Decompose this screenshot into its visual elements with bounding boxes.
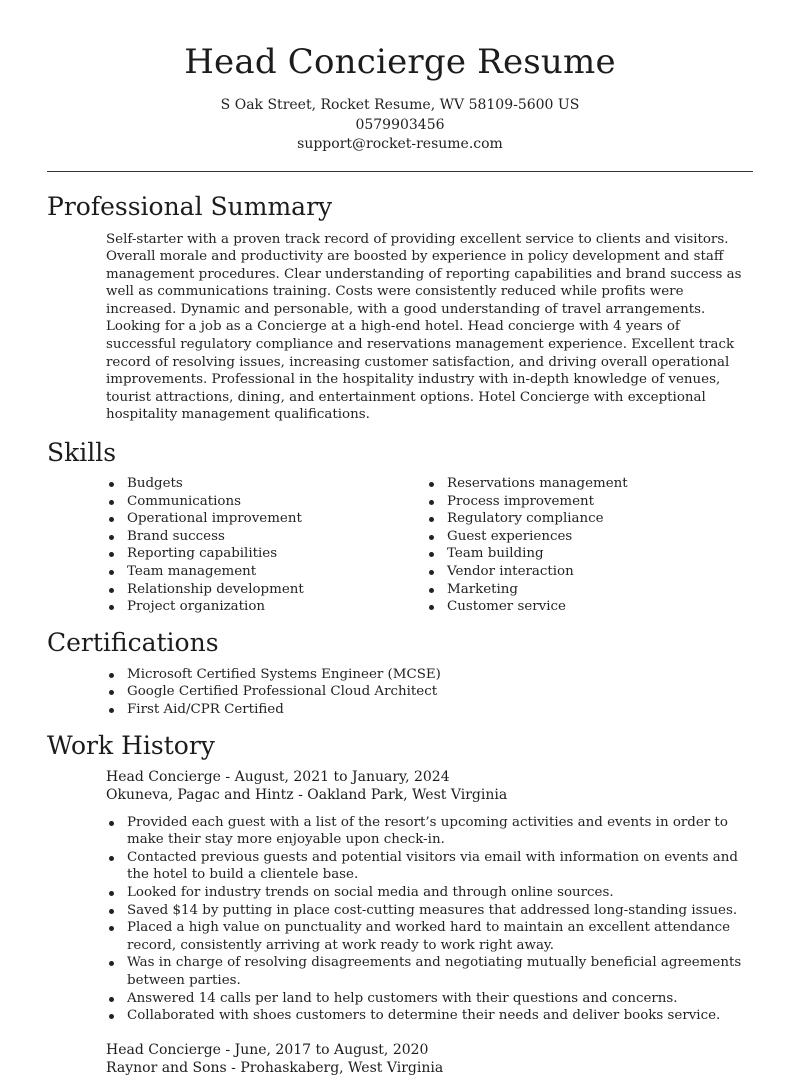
header-divider bbox=[47, 171, 753, 172]
skill-item: Team building bbox=[426, 545, 746, 563]
job-duty-item: Contacted previous guests and potential visitors via email with information on events and the hotel to build a clientele base. bbox=[106, 849, 743, 884]
job-company: Okuneva, Pagac and Hintz - Oakland Park, West Virginia bbox=[106, 787, 508, 804]
skill-item: Guest experiences bbox=[426, 528, 746, 546]
skill-item: Process improvement bbox=[426, 493, 746, 511]
contact-address: S Oak Street, Rocket Resume, WV 58109-5600 US bbox=[220, 97, 580, 113]
section-title-work-history: Work History bbox=[47, 730, 215, 760]
skill-item: Operational improvement bbox=[106, 510, 426, 528]
job-duty-item: Was in charge of resolving disagreements and negotiating mutually beneficial agreements between parties. bbox=[106, 954, 743, 989]
job-duty-item: Answered 14 calls per land to help customers with their questions and concerns. bbox=[106, 990, 743, 1008]
skill-item: Brand success bbox=[106, 528, 426, 546]
summary-text: Self-starter with a proven track record of providing excellent service to clients and visitors. Overall morale and productivity are boosted by experience in policy development and staff management procedures. Clear understanding of reporting capabilities and brand success as well as communications training. Costs were consistently reduced while profits were increased. Dynamic and personable, with a good understanding of travel arrangements. Looking for a job as a Concierge at a high-end hotel. Head concierge with 4 years of successful regulatory compliance and reservations management experience. Excellent track record of resolving issues, increasing customer satisfaction, and driving overall operational improvements. Professional in the hospitality industry with in-depth knowledge of venues, tourist attractions, dining, and entertainment options. Hotel Concierge with exceptional hospitality management qualifications. bbox=[106, 231, 742, 423]
certification-item: Google Certified Professional Cloud Architect bbox=[106, 683, 743, 701]
skill-item: Relationship development bbox=[106, 581, 426, 599]
job-duty-item: Saved $14 by putting in place cost-cutting measures that addressed long-standing issues. bbox=[106, 902, 743, 920]
skill-item: Marketing bbox=[426, 581, 746, 599]
job-duties-list bbox=[106, 814, 753, 1025]
job-duty-item: Looked for industry trends on social media and through online sources. bbox=[106, 884, 743, 902]
job-entry bbox=[106, 768, 753, 1078]
skill-item: Reporting capabilities bbox=[106, 545, 426, 563]
certification-item: Microsoft Certified Systems Engineer (MCSE) bbox=[106, 666, 743, 684]
contact-phone: 0579903456 bbox=[355, 116, 445, 133]
skill-item: Vendor interaction bbox=[426, 563, 746, 581]
skill-item: Communications bbox=[106, 493, 426, 511]
skill-item: Regulatory compliance bbox=[426, 510, 746, 528]
contact-email: support@rocket-resume.com bbox=[297, 136, 503, 152]
job-position: Head Concierge - June, 2017 to August, 2020 bbox=[106, 1041, 429, 1058]
skill-item: Reservations management bbox=[426, 475, 746, 493]
job-duty-item: Provided each guest with a list of the resort’s upcoming activities and events in order to make their stay more enjoyable upon check-in. bbox=[106, 814, 743, 849]
skill-item: Budgets bbox=[106, 475, 426, 493]
section-title-skills: Skills bbox=[47, 438, 117, 468]
skill-item: Customer service bbox=[426, 598, 746, 616]
skill-item: Project organization bbox=[106, 598, 426, 616]
resume-header bbox=[0, 0, 800, 155]
section-title-summary: Professional Summary bbox=[47, 191, 333, 221]
contact-info bbox=[0, 96, 800, 155]
job-entry bbox=[106, 1041, 753, 1078]
certification-item: First Aid/CPR Certified bbox=[106, 701, 743, 719]
resume-title: Head Concierge Resume bbox=[184, 42, 616, 82]
skill-item: Team management bbox=[106, 563, 426, 581]
certifications-list bbox=[106, 666, 753, 719]
skills-list bbox=[106, 475, 753, 616]
skills-column-left bbox=[106, 475, 426, 616]
job-company: Raynor and Sons - Prohaskaberg, West Virginia bbox=[106, 1060, 444, 1077]
section-title-certifications: Certifications bbox=[47, 627, 219, 657]
job-duty-item: Collaborated with shoes customers to determine their needs and deliver books service. bbox=[106, 1007, 743, 1025]
skills-column-right bbox=[426, 475, 746, 616]
job-position: Head Concierge - August, 2021 to January, 2024 bbox=[106, 768, 450, 785]
job-duty-item: Placed a high value on punctuality and worked hard to maintain an excellent attendance record, consistently arriving at work ready to work right away. bbox=[106, 919, 743, 954]
